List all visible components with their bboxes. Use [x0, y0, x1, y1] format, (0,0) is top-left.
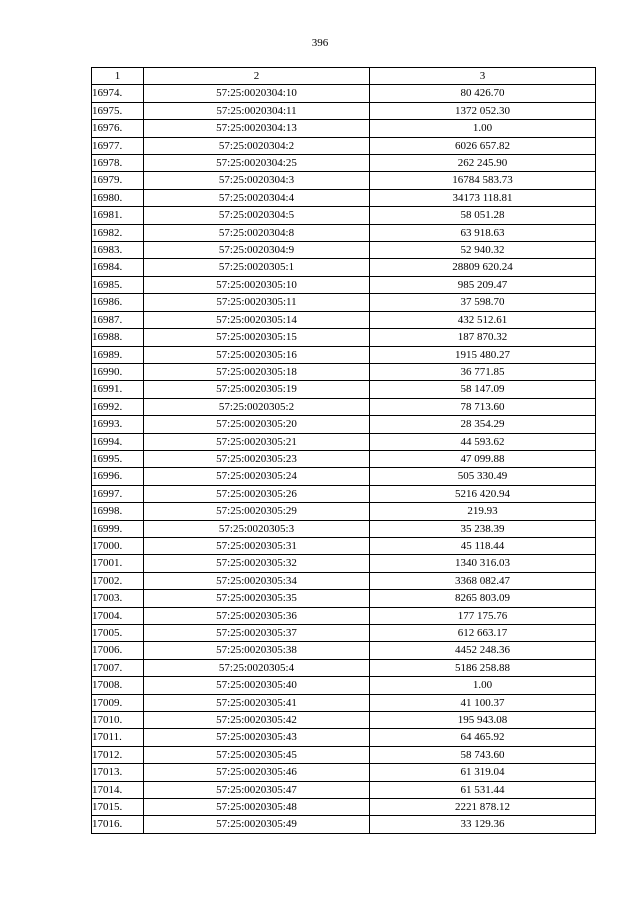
row-number-cell: 16981.: [92, 207, 144, 224]
row-number-cell: 16984.: [92, 259, 144, 276]
value-cell: 3368 082.47: [370, 572, 596, 589]
value-cell: 262 245.90: [370, 155, 596, 172]
cadastral-number-cell: 57:25:0020305:4: [144, 659, 370, 676]
cadastral-number-cell: 57:25:0020304:25: [144, 155, 370, 172]
cadastral-number-cell: 57:25:0020305:31: [144, 537, 370, 554]
cadastral-number-cell: 57:25:0020305:16: [144, 346, 370, 363]
cadastral-number-cell: 57:25:0020305:14: [144, 311, 370, 328]
row-number-cell: 16994.: [92, 433, 144, 450]
row-number-cell: 17008.: [92, 677, 144, 694]
value-cell: 8265 803.09: [370, 590, 596, 607]
row-number-cell: 17010.: [92, 712, 144, 729]
row-number-cell: 16985.: [92, 276, 144, 293]
cadastral-number-cell: 57:25:0020304:8: [144, 224, 370, 241]
value-cell: 5186 258.88: [370, 659, 596, 676]
table-row: [92, 137, 596, 154]
table-row: [92, 677, 596, 694]
value-cell: 1.00: [370, 677, 596, 694]
row-number-cell: 17014.: [92, 781, 144, 798]
column-header-3: 3: [370, 68, 596, 85]
cadastral-number-cell: 57:25:0020305:41: [144, 694, 370, 711]
table-row: [92, 659, 596, 676]
value-cell: 1.00: [370, 120, 596, 137]
value-cell: 187 870.32: [370, 329, 596, 346]
cadastral-number-cell: 57:25:0020305:42: [144, 712, 370, 729]
row-number-cell: 16990.: [92, 363, 144, 380]
row-number-cell: 16979.: [92, 172, 144, 189]
table-row: [92, 294, 596, 311]
cadastral-number-cell: 57:25:0020305:34: [144, 572, 370, 589]
row-number-cell: 16999.: [92, 520, 144, 537]
row-number-cell: 16987.: [92, 311, 144, 328]
cadastral-number-cell: 57:25:0020305:48: [144, 799, 370, 816]
row-number-cell: 17002.: [92, 572, 144, 589]
value-cell: 4452 248.36: [370, 642, 596, 659]
value-cell: 45 118.44: [370, 537, 596, 554]
row-number-cell: 16976.: [92, 120, 144, 137]
page-number: 396: [311, 37, 329, 49]
cadastral-number-cell: 57:25:0020305:24: [144, 468, 370, 485]
table-row: [92, 694, 596, 711]
value-cell: 41 100.37: [370, 694, 596, 711]
cadastral-number-cell: 57:25:0020305:26: [144, 485, 370, 502]
cadastral-number-cell: 57:25:0020304:9: [144, 242, 370, 259]
value-cell: 34173 118.81: [370, 189, 596, 206]
cadastral-number-cell: 57:25:0020305:2: [144, 398, 370, 415]
table-row: [92, 764, 596, 781]
table-row: [92, 155, 596, 172]
table-row: [92, 189, 596, 206]
table-row: [92, 485, 596, 502]
cadastral-number-cell: 57:25:0020305:10: [144, 276, 370, 293]
cadastral-number-cell: 57:25:0020305:32: [144, 555, 370, 572]
row-number-cell: 17012.: [92, 746, 144, 763]
table-row: [92, 468, 596, 485]
value-cell: 63 918.63: [370, 224, 596, 241]
value-cell: 16784 583.73: [370, 172, 596, 189]
table-row: [92, 642, 596, 659]
row-number-cell: 16975.: [92, 102, 144, 119]
value-cell: 44 593.62: [370, 433, 596, 450]
value-cell: 58 051.28: [370, 207, 596, 224]
row-number-cell: 16991.: [92, 381, 144, 398]
row-number-cell: 16980.: [92, 189, 144, 206]
cadastral-number-cell: 57:25:0020305:49: [144, 816, 370, 833]
cadastral-number-cell: 57:25:0020305:38: [144, 642, 370, 659]
value-cell: 6026 657.82: [370, 137, 596, 154]
value-cell: 35 238.39: [370, 520, 596, 537]
cadastral-number-cell: 57:25:0020305:43: [144, 729, 370, 746]
table-row: [92, 816, 596, 833]
cadastral-number-cell: 57:25:0020304:5: [144, 207, 370, 224]
row-number-cell: 17011.: [92, 729, 144, 746]
value-cell: 78 713.60: [370, 398, 596, 415]
value-cell: 28809 620.24: [370, 259, 596, 276]
table-row: [92, 416, 596, 433]
cadastral-number-cell: 57:25:0020305:47: [144, 781, 370, 798]
table-row: [92, 363, 596, 380]
row-number-cell: 16997.: [92, 485, 144, 502]
table-row: [92, 555, 596, 572]
value-cell: 28 354.29: [370, 416, 596, 433]
row-number-cell: 16989.: [92, 346, 144, 363]
table-row: [92, 207, 596, 224]
cadastral-number-cell: 57:25:0020304:13: [144, 120, 370, 137]
value-cell: 195 943.08: [370, 712, 596, 729]
row-number-cell: 17003.: [92, 590, 144, 607]
cadastral-number-cell: 57:25:0020305:19: [144, 381, 370, 398]
row-number-cell: 17015.: [92, 799, 144, 816]
row-number-cell: 16982.: [92, 224, 144, 241]
value-cell: 61 319.04: [370, 764, 596, 781]
table-row: [92, 259, 596, 276]
value-cell: 177 175.76: [370, 607, 596, 624]
cadastral-number-cell: 57:25:0020304:11: [144, 102, 370, 119]
table-row: [92, 276, 596, 293]
table-body: [92, 85, 596, 833]
value-cell: 1915 480.27: [370, 346, 596, 363]
cadastral-number-cell: 57:25:0020305:3: [144, 520, 370, 537]
value-cell: 37 598.70: [370, 294, 596, 311]
table-row: [92, 590, 596, 607]
value-cell: 61 531.44: [370, 781, 596, 798]
row-number-cell: 16988.: [92, 329, 144, 346]
value-cell: 58 743.60: [370, 746, 596, 763]
table-row: [92, 625, 596, 642]
value-cell: 1340 316.03: [370, 555, 596, 572]
cadastral-number-cell: 57:25:0020305:37: [144, 625, 370, 642]
value-cell: 1372 052.30: [370, 102, 596, 119]
table-row: [92, 781, 596, 798]
row-number-cell: 16995.: [92, 450, 144, 467]
table-row: [92, 329, 596, 346]
column-header-2: 2: [144, 68, 370, 85]
cadastral-number-cell: 57:25:0020305:23: [144, 450, 370, 467]
table-row: [92, 537, 596, 554]
row-number-cell: 17007.: [92, 659, 144, 676]
table-row: [92, 450, 596, 467]
table-row: [92, 120, 596, 137]
value-cell: 52 940.32: [370, 242, 596, 259]
cadastral-number-cell: 57:25:0020305:21: [144, 433, 370, 450]
row-number-cell: 17004.: [92, 607, 144, 624]
cadastral-number-cell: 57:25:0020305:35: [144, 590, 370, 607]
value-cell: 80 426.70: [370, 85, 596, 102]
table-row: [92, 311, 596, 328]
table-row: [92, 381, 596, 398]
row-number-cell: 16978.: [92, 155, 144, 172]
row-number-cell: 17006.: [92, 642, 144, 659]
cadastral-number-cell: 57:25:0020304:2: [144, 137, 370, 154]
cadastral-number-cell: 57:25:0020304:10: [144, 85, 370, 102]
table-row: [92, 799, 596, 816]
value-cell: 985 209.47: [370, 276, 596, 293]
cadastral-number-cell: 57:25:0020305:1: [144, 259, 370, 276]
row-number-cell: 16996.: [92, 468, 144, 485]
column-header-1: 1: [92, 68, 144, 85]
cadastral-number-cell: 57:25:0020305:11: [144, 294, 370, 311]
row-number-cell: 17000.: [92, 537, 144, 554]
row-number-cell: 16983.: [92, 242, 144, 259]
row-number-cell: 16998.: [92, 503, 144, 520]
value-cell: 64 465.92: [370, 729, 596, 746]
data-table: [91, 67, 596, 834]
value-cell: 219.93: [370, 503, 596, 520]
table-row: [92, 172, 596, 189]
table-row: [92, 503, 596, 520]
value-cell: 47 099.88: [370, 450, 596, 467]
value-cell: 612 663.17: [370, 625, 596, 642]
value-cell: 5216 420.94: [370, 485, 596, 502]
table-row: [92, 346, 596, 363]
cadastral-number-cell: 57:25:0020305:40: [144, 677, 370, 694]
cadastral-number-cell: 57:25:0020305:36: [144, 607, 370, 624]
value-cell: 505 330.49: [370, 468, 596, 485]
table-row: [92, 520, 596, 537]
cadastral-number-cell: 57:25:0020305:15: [144, 329, 370, 346]
cadastral-number-cell: 57:25:0020305:45: [144, 746, 370, 763]
table-row: [92, 224, 596, 241]
row-number-cell: 16977.: [92, 137, 144, 154]
table-row: [92, 102, 596, 119]
table-row: [92, 85, 596, 102]
cadastral-number-cell: 57:25:0020305:29: [144, 503, 370, 520]
cadastral-number-cell: 57:25:0020304:4: [144, 189, 370, 206]
table-row: [92, 607, 596, 624]
row-number-cell: 16993.: [92, 416, 144, 433]
row-number-cell: 17016.: [92, 816, 144, 833]
row-number-cell: 16974.: [92, 85, 144, 102]
table-row: [92, 242, 596, 259]
value-cell: 2221 878.12: [370, 799, 596, 816]
row-number-cell: 17009.: [92, 694, 144, 711]
cadastral-number-cell: 57:25:0020304:3: [144, 172, 370, 189]
value-cell: 33 129.36: [370, 816, 596, 833]
value-cell: 36 771.85: [370, 363, 596, 380]
row-number-cell: 17013.: [92, 764, 144, 781]
table-row: [92, 398, 596, 415]
table-row: [92, 712, 596, 729]
table-row: [92, 433, 596, 450]
table-header-row: [92, 68, 596, 85]
cadastral-number-cell: 57:25:0020305:20: [144, 416, 370, 433]
value-cell: 58 147.09: [370, 381, 596, 398]
cadastral-number-cell: 57:25:0020305:18: [144, 363, 370, 380]
row-number-cell: 17001.: [92, 555, 144, 572]
table-row: [92, 572, 596, 589]
cadastral-number-cell: 57:25:0020305:46: [144, 764, 370, 781]
row-number-cell: 17005.: [92, 625, 144, 642]
table-row: [92, 746, 596, 763]
row-number-cell: 16992.: [92, 398, 144, 415]
value-cell: 432 512.61: [370, 311, 596, 328]
row-number-cell: 16986.: [92, 294, 144, 311]
table-row: [92, 729, 596, 746]
